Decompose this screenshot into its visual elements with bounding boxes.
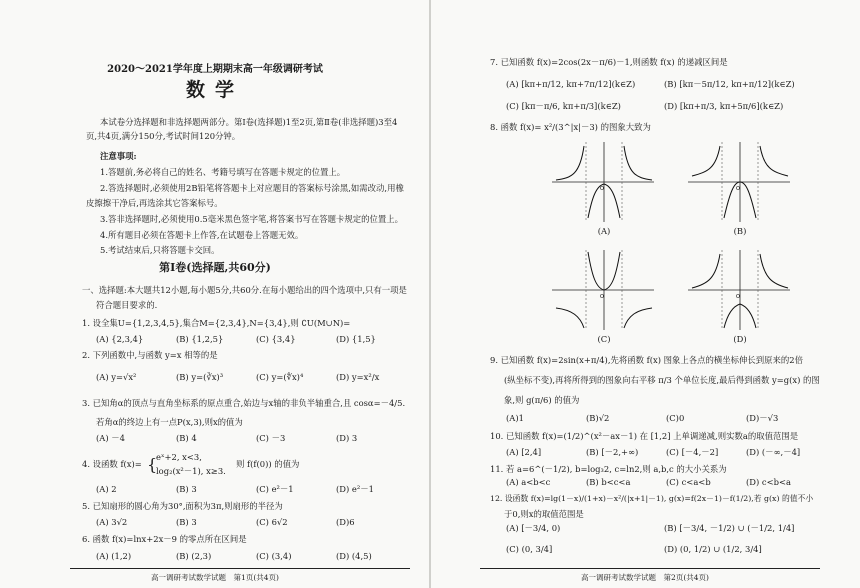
question-1-option-c: (C) {3,4}	[256, 334, 296, 344]
svg-text:O: O	[736, 294, 740, 300]
graph-d	[688, 248, 792, 332]
question-5-stem: 5. 已知扇形的圆心角为30°,面积为3π,则扇形的半径为	[82, 501, 283, 511]
question-4-option-d: (D) e²－1	[336, 484, 374, 494]
question-10-option-a: (A) [2,4]	[506, 447, 542, 457]
question-1-option-a: (A) {2,3,4}	[96, 334, 144, 344]
question-12-option-d: (D) (0, 1/2) ∪ (1/2, 3/4]	[664, 544, 762, 554]
question-9-line-1: 9. 已知函数 f(x)=2sin(x+π/4),先将函数 f(x) 图象上各点的横坐标伸长到原来的2倍	[490, 355, 803, 365]
graph-c-label: (C)	[597, 334, 611, 344]
question-4-case-2: log₂(x²－1), x≥3.	[156, 466, 226, 476]
section-desc-1: 一、选择题:本大题共12小题,每小题5分,共60分.在每小题给出的四个选项中,只有一项是	[82, 285, 407, 295]
question-4-case-1: eˣ+2, x<3,	[156, 452, 202, 462]
question-12-option-a: (A) [－3/4, 0)	[506, 523, 561, 533]
graph-a-label: (A)	[597, 226, 611, 236]
footer-rule-2	[480, 568, 820, 569]
question-11-option-d: (D) c<b<a	[746, 477, 791, 487]
question-6-option-c: (C) (3,4)	[256, 551, 292, 561]
question-4-tail: 则 f(f(0)) 的值为	[236, 459, 300, 469]
notes-title: 注意事项:	[100, 151, 137, 161]
question-3-stem: 3. 已知角α的顶点与直角坐标系的原点重合,始边与x轴的非负半轴重合,且 cosα=－4/5.	[82, 398, 406, 408]
question-2-stem: 2. 下列函数中,与函数 y=x 相等的是	[82, 350, 218, 360]
question-7-option-c: (C) [kπ－π/6, kπ+π/3](k∈Z)	[506, 101, 621, 111]
question-9-option-b: (B)√2	[586, 413, 610, 423]
question-4-option-c: (C) e²－1	[256, 484, 294, 494]
subject-title: 数学	[185, 79, 244, 101]
question-1-stem: 1. 设全集U={1,2,3,4,5},集合M={2,3,4},N={3,4},则 ∁U(M∪N)=	[82, 318, 351, 328]
question-10-option-b: (B) [－2,+∞)	[586, 447, 639, 457]
question-6-stem: 6. 函数 f(x)=lnx+2x－9 的零点所在区间是	[82, 534, 247, 544]
note-4: 4.所有题目必须在答题卡上作答,在试题卷上答题无效。	[100, 230, 304, 240]
graph-c	[552, 248, 656, 332]
question-6-option-a: (A) (1,2)	[96, 551, 132, 561]
question-5-option-b: (B) 3	[176, 517, 197, 527]
question-10-stem: 10. 已知函数 f(x)=(1/2)^(x²－ax－1) 在 [1,2] 上单调递减,则实数a的取值范围是	[490, 431, 799, 441]
question-9-line-3: 象,则 g(π/6) 的值为	[504, 395, 580, 405]
note-5: 5.考试结束后,只将答题卡交回。	[100, 245, 220, 255]
question-5-option-a: (A) 3√2	[96, 517, 128, 527]
question-11-option-c: (C) c<a<b	[666, 477, 711, 487]
question-10-option-c: (C) [－4,－2]	[666, 447, 719, 457]
section-desc-2: 符合题目要求的.	[96, 300, 158, 310]
exam-header: 2020～2021学年度上期期末高一年级调研考试	[107, 64, 323, 75]
graph-a	[552, 140, 656, 224]
question-10-option-d: (D) (－∞,－4]	[746, 447, 801, 457]
question-12-option-b: (B) [－3/4, －1/2) ∪ (－1/2, 1/4]	[664, 523, 795, 533]
question-1-option-d: (D) {1,5}	[336, 334, 376, 344]
graph-b-label: (B)	[733, 226, 747, 236]
question-11-option-b: (B) b<c<a	[586, 477, 631, 487]
question-5-option-c: (C) 6√2	[256, 517, 288, 527]
intro-line-1: 本试卷分选择题和非选择题两部分。第Ⅰ卷(选择题)1至2页,第Ⅱ卷(非选择题)3至4	[100, 117, 398, 127]
question-3-option-b: (B) 4	[176, 433, 197, 443]
question-3-stem-cont: 若角α的终边上有一点P(x,3),则x的值为	[96, 417, 243, 427]
question-11-option-a: (A) a<b<c	[506, 477, 551, 487]
question-4-brace: {	[147, 455, 158, 474]
note-1: 1.答题前,务必将自己的姓名、考籍号填写在答题卡规定的位置上。	[100, 167, 346, 177]
question-12-stem-cont: 于0,则x的取值范围是	[504, 509, 584, 519]
question-9-option-a: (A)1	[506, 413, 524, 423]
graph-b	[688, 140, 792, 224]
question-4-stem: 4. 设函数 f(x)=	[82, 459, 142, 469]
note-3: 3.答非选择题时,必须使用0.5毫米黑色签字笔,将答案书写在答题卡规定的位置上。	[100, 214, 404, 224]
question-7-option-d: (D) [kπ+π/3, kπ+5π/6](k∈Z)	[664, 101, 784, 111]
svg-text:O: O	[736, 186, 740, 192]
question-9-option-d: (D)－√3	[746, 413, 779, 423]
question-11-stem: 11. 若 a=6^(－1/2), b=log₃2, c=ln2,则 a,b,c 的大小关系为	[490, 464, 727, 474]
section-title: 第Ⅰ卷(选择题,共60分)	[159, 261, 271, 274]
question-4-option-b: (B) 3	[176, 484, 197, 494]
question-4-option-a: (A) 2	[96, 484, 117, 494]
question-2-option-a: (A) y=√x²	[96, 372, 137, 382]
question-6-option-d: (D) (4,5)	[336, 551, 372, 561]
question-2-option-d: (D) y=x²/x	[336, 372, 380, 382]
question-6-option-b: (B) (2,3)	[176, 551, 212, 561]
question-7-option-b: (B) [kπ－5π/12, kπ+π/12](k∈Z)	[664, 79, 795, 89]
question-2-option-c: (C) y=(∜x)⁴	[256, 372, 304, 382]
question-9-option-c: (C)0	[666, 413, 685, 423]
graph-d-label: (D)	[733, 334, 747, 344]
page-2-footer: 高一调研考试数学试题 第2页(共4页)	[581, 573, 709, 582]
question-3-option-d: (D) 3	[336, 433, 358, 443]
svg-text:O: O	[600, 186, 604, 192]
question-5-option-d: (D)6	[336, 517, 355, 527]
question-12-option-c: (C) (0, 3/4]	[506, 544, 553, 554]
note-2-cont: 皮擦擦干净后,再选涂其它答案标号。	[86, 198, 223, 208]
svg-text:O: O	[600, 294, 604, 300]
question-2-option-b: (B) y=(∛x)³	[176, 372, 224, 382]
question-3-option-c: (C) －3	[256, 433, 286, 443]
question-1-option-b: (B) {1,2,5}	[176, 334, 224, 344]
question-9-line-2: (纵坐标不变),再将所得到的图象向右平移 π/3 个单位长度,最后得到函数 y=g(x) 的图	[504, 375, 820, 385]
page-two	[430, 0, 860, 588]
note-2: 2.答选择题时,必须使用2B铅笔将答题卡上对应题目的答案标号涂黑,如需改动,用橡	[100, 183, 404, 193]
question-7-option-a: (A) [kπ+π/12, kπ+7π/12](k∈Z)	[506, 79, 636, 89]
question-3-option-a: (A) －4	[96, 433, 125, 443]
question-8-stem: 8. 函数 f(x)= x²/(3^|x|－3) 的图象大致为	[490, 122, 651, 132]
question-12-stem: 12. 设函数 f(x)=lg(1－x)/(1+x)－x²/(|x+1|－1), g(x)=f(2x－1)－f(1/2),若 g(x) 的值不小	[490, 494, 814, 503]
page-1-footer: 高一调研考试数学试题 第1页(共4页)	[151, 573, 279, 582]
footer-rule	[70, 568, 410, 569]
intro-line-2: 页,共4页,满分150分,考试时间120分钟。	[86, 131, 241, 141]
question-7-stem: 7. 已知函数 f(x)=2cos(2x－π/6)－1,则函数 f(x) 的递减区间是	[490, 57, 728, 67]
